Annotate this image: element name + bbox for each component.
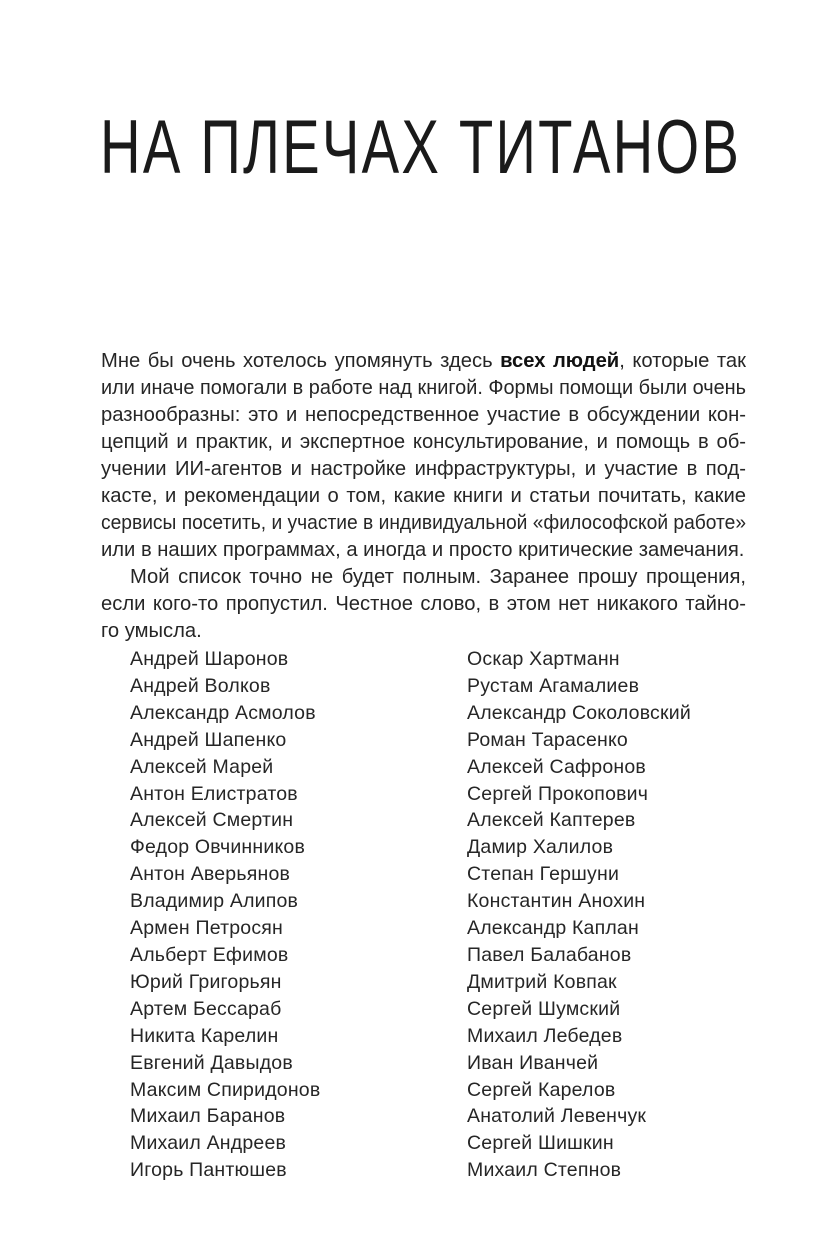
text-line: или иначе помогали в работе над книгой. Формы помощи были очень: [101, 377, 746, 399]
paragraph-apology: [101, 564, 746, 645]
name-item: Александр Асмолов: [130, 701, 316, 724]
name-item: Александр Соколовский: [467, 701, 691, 724]
name-item: Максим Спиридонов: [130, 1078, 321, 1101]
name-item: Константин Анохин: [467, 890, 646, 913]
name-item: Сергей Шишкин: [467, 1132, 614, 1155]
name-item: Сергей Прокопович: [467, 782, 649, 805]
text-line: учении ИИ-агентов и настройке инфраструктуры, и участие в под-: [101, 458, 746, 480]
name-item: Армен Петросян: [130, 917, 284, 940]
name-item: Федор Овчинников: [130, 836, 306, 859]
name-item: Игорь Пантюшев: [130, 1159, 287, 1182]
name-item: Андрей Волков: [130, 674, 271, 697]
name-item: Михаил Баранов: [130, 1105, 286, 1128]
name-item: Юрий Григорьян: [130, 970, 282, 993]
text-line: [101, 348, 746, 375]
name-item: Евгений Давыдов: [130, 1051, 293, 1074]
name-item: Дмитрий Ковпак: [467, 970, 617, 993]
name-item: Андрей Шаронов: [130, 648, 289, 670]
text-fragment: , которые так: [619, 350, 746, 372]
emphasis-all-people: всех людей: [500, 350, 620, 372]
name-item: Оскар Хартманн: [467, 648, 620, 670]
name-item: Степан Гершуни: [467, 863, 620, 886]
name-item: Алексей Смертин: [130, 809, 294, 832]
text-line: го умысла.: [101, 620, 202, 642]
body-text: [101, 348, 746, 645]
name-item: Роман Тарасенко: [467, 728, 628, 751]
names-column-right: [467, 646, 747, 1184]
name-item: Артем Бессараб: [130, 997, 282, 1020]
name-item: Альберт Ефимов: [130, 943, 289, 966]
text-line: или в наших программах, а иногда и просто критические замечания.: [101, 539, 745, 561]
acknowledgement-names: [130, 646, 750, 1184]
name-item: Антон Аверьянов: [130, 863, 291, 886]
name-item: Павел Балабанов: [467, 943, 632, 966]
name-item: Михаил Андреев: [130, 1132, 287, 1155]
name-item: Дамир Халилов: [467, 836, 614, 859]
chapter-title: НА ПЛЕЧАХ ТИТАНОВ: [100, 105, 742, 190]
text-line: цепций и практик, и экспертное консультирование, и помощь в об-: [101, 431, 746, 453]
name-item: Александр Каплан: [467, 917, 639, 940]
text-line: разнообразны: это и непосредственное участие в обсуждении кон-: [101, 404, 746, 426]
name-item: Никита Карелин: [130, 1024, 279, 1047]
name-item: Анатолий Левенчук: [467, 1105, 647, 1128]
text-line: Мой список точно не будет полным. Заранее прошу прощения,: [130, 566, 746, 588]
text-line: сервисы посетить, и участие в индивидуальной «философской работе»: [101, 512, 747, 534]
name-item: Михаил Степнов: [467, 1159, 622, 1182]
name-item: Андрей Шапенко: [130, 728, 287, 751]
paragraph-intro: [101, 348, 746, 564]
name-item: Михаил Лебедев: [467, 1024, 623, 1047]
name-item: Алексей Каптерев: [467, 809, 636, 832]
name-item: Сергей Шумский: [467, 997, 621, 1020]
name-item: Владимир Алипов: [130, 890, 299, 913]
name-item: Иван Иванчей: [467, 1051, 599, 1074]
name-item: Рустам Агамалиев: [467, 674, 640, 697]
text-line: касте, и рекомендации о том, какие книги и статьи почитать, какие: [101, 485, 746, 507]
text-fragment: Мне бы очень хотелось упомянуть здесь: [101, 350, 501, 372]
name-item: Алексей Сафронов: [467, 755, 646, 778]
names-column-left: [130, 646, 467, 1184]
name-item: Сергей Карелов: [467, 1078, 616, 1101]
text-line: если кого-то пропустил. Честное слово, в этом нет никакого тайно-: [101, 593, 746, 615]
name-item: Антон Елистратов: [130, 782, 298, 805]
name-item: Алексей Марей: [130, 755, 274, 778]
